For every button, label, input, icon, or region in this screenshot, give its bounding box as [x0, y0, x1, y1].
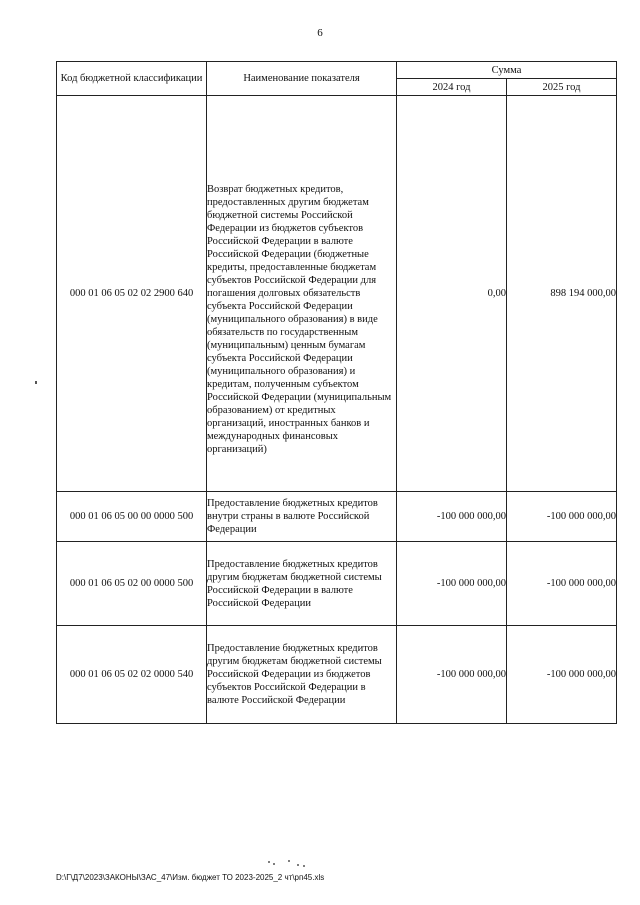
header-sum: Сумма: [397, 62, 617, 79]
page-number: 6: [317, 27, 323, 39]
header-year-2025: 2025 год: [507, 79, 617, 96]
table-row: [57, 492, 617, 542]
row-code: 000 01 06 05 02 02 2900 640: [57, 96, 207, 492]
row-amount-2024: -100 000 000,00: [397, 626, 507, 724]
budget-table: [56, 61, 617, 724]
row-name: Предоставление бюджетных кредитов другим бюджетам бюджетной системы Российской Федерации в валюте Российской Федерации: [207, 542, 397, 626]
row-name: Предоставление бюджетных кредитов внутри страны в валюте Российской Федерации: [207, 492, 397, 542]
scan-mark: [35, 381, 37, 384]
row-code: 000 01 06 05 02 00 0000 500: [57, 542, 207, 626]
header-name: Наименование показателя: [207, 62, 397, 96]
row-amount-2024: -100 000 000,00: [397, 492, 507, 542]
scan-noise: [266, 860, 316, 868]
row-amount-2024: -100 000 000,00: [397, 542, 507, 626]
file-path-footer: D:\Г\Д7\2023\ЗАКОНЫ\ЗАС_47\Изм. бюджет ТО 2023-2025_2 чт\рп45.xls: [56, 873, 325, 882]
table-row: [57, 542, 617, 626]
row-amount-2025: 898 194 000,00: [507, 96, 617, 492]
row-amount-2025: -100 000 000,00: [507, 542, 617, 626]
row-code: 000 01 06 05 00 00 0000 500: [57, 492, 207, 542]
header-year-2024: 2024 год: [397, 79, 507, 96]
header-code: Код бюджетной классификации: [57, 62, 207, 96]
table-row: [57, 626, 617, 724]
row-name: Предоставление бюджетных кредитов другим бюджетам бюджетной системы Российской Федерации из бюджетов субъектов Российской Федерации в валюте Российской Федерации: [207, 626, 397, 724]
table-row: [57, 96, 617, 492]
row-amount-2025: -100 000 000,00: [507, 626, 617, 724]
table-header-row: [57, 62, 617, 79]
row-amount-2024: 0,00: [397, 96, 507, 492]
row-amount-2025: -100 000 000,00: [507, 492, 617, 542]
row-name: Возврат бюджетных кредитов, предоставленных другим бюджетам бюджетной системы Российской Федерации из бюджетов субъектов Российской Федерации в валюте Российской Федерации (бюджетные кредиты, предоставленные бюджетам субъектов Российской Федерации для погашения долговых обязательств субъекта Российской Федерации (муниципального образования) в виде обязательств по государственным (муниципальным) ценным бумагам субъекта Российской Федерации (муниципального образования) и кредитам, полученным субъектом Российской Федерации (муниципальным образованием) от кредитных организаций, иностранных банков и международных финансовых организаций): [207, 96, 397, 492]
row-code: 000 01 06 05 02 02 0000 540: [57, 626, 207, 724]
